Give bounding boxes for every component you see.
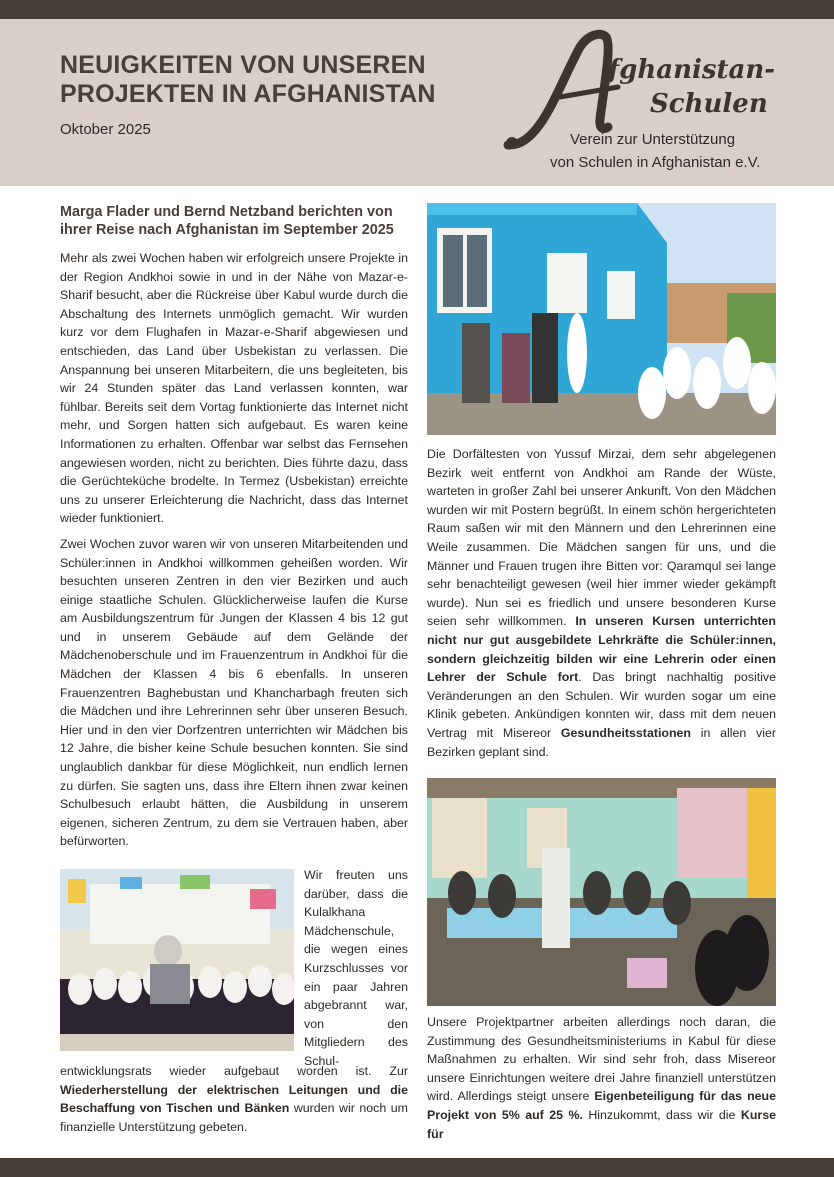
- meeting-room-photo: [427, 778, 776, 1006]
- top-band: [0, 0, 834, 19]
- logo-text-line2: Schulen: [650, 89, 768, 119]
- bottom-band: [0, 1158, 834, 1177]
- article-heading: Marga Flader und Bernd Netzband berichten von ihrer Reise nach Afghanistan im September 2025: [60, 204, 394, 238]
- left-column: [60, 249, 408, 858]
- float-paragraph: Wir freuten uns darüber, dass die Kulalkhana Mädchenschule, die wegen eines Kurzschlusses vor ein paar Jahren abgebrannt war, von den Mitgliedern des Schul-: [304, 868, 408, 1068]
- newsletter-title: NEUIGKEITEN VON UNSEREN PROJEKTEN IN AFGHANISTAN: [60, 51, 436, 108]
- paragraph: Unsere Projektpartner arbeiten allerdings noch daran, die Zustimmung des Gesundheitsministeriums in Kabul für diese Maßnahmen zu erhalten. Wir sind sehr froh, dass Misereor unsere Einrichtungen weitere drei Jahre finanziell unterstützen wird. Allerdings steigt unsere Eigenbeteiligung für das neue Projekt von 5% auf 25 %. Hinzukommt, dass wir die Kurse für: [427, 1015, 776, 1141]
- right-column-upper: [427, 445, 776, 768]
- school-building-photo: [427, 203, 776, 435]
- logo-text-line1: fghanistan-: [608, 55, 776, 85]
- paragraph: Die Dorfältesten von Yussuf Mirzai, dem sehr abgelegenen Bezirk weit entfernt von Andkhoi am Rande der Wüste, warteten in großer Zahl bei unserer Ankunft. Von den Mädchen wurden wir mit Postern begrüßt. In einem schön hergerichteten Raum saßen wir mit den Männern und den Lehrerinnen eine Weile zusammen. Die Mädchen sangen für uns, und die Männer und Frauen trugen ihre Bitten vor: Qaramqul sei lange sehr benachteiligt gewesen (weil hier immer wieder gekämpft wurde). Nun sei es friedlich und unsere besonderen Kurse seien sehr willkommen. In unseren Kursen unterrichten nicht nur gut ausgebildete Lehrkräfte die Schüler:innen, sondern gleichzeitig bilden wir eine Lehrerin oder einen Lehrer der Schule fort. Das bringt nachhaltig positive Veränderungen an den Schulen. Wir wurden sogar um eine Klinik gebeten. Ankündigen konnten wir, dass mit dem neuen Vertrag mit Misereor Gesundheitsstationen in allen vier Bezirken geplant sind.: [427, 447, 776, 759]
- paragraph-continued: entwicklungsrats wieder aufgebaut worden ist. Zur Wiederherstellung der elektrischen Leitungen und die Beschaffung von Tischen und Bänken wurden wir noch um finanzielle Unterstützung gebeten.: [60, 1064, 408, 1134]
- right-column-lower: [427, 1013, 776, 1150]
- paragraph: Zwei Wochen zuvor waren wir von unseren Mitarbeitenden und Schüler:innen in Andkhoi willkommen geheißen worden. Wir besuchten unseren Zentren in den vier Bezirken und auch einige staatliche Schulen. Glücklicherweise laufen die Kurse am Ausbildungszentrum für Jungen der Klassen 4 bis 12 gut und in unserem Gebäude auf dem Gelände der Mädchenoberschule und im Frauenzentrum in Andkhoi für die Mädchen der Klassen 4 bis 6 ebenfalls. In unseren Frauenzentren Baghebustan und Khancharbagh freuten sich die Mädchen und ihre Lehrerinnen sehr über unseren Besuch. Hier und in den vier Dorfzentren unterrichten wir Mädchen bis 12 Jahre, die bisher keine Schule besuchen konnten. Sie sind unglaublich dankbar für diese Möglichkeit, nun endlich lernen zu dürfen. Sie sagten uns, dass ihre Eltern ihnen zwar keinen Schulbesuch erlaubt hätten, die Ausbildung in unserem eigenen, sicheren Zentrum, zu dem sie Vertrauen haben, aber befürworten.: [60, 536, 408, 849]
- org-logo: [500, 27, 800, 187]
- logo-tagline-line1: Verein zur Unterstützung: [570, 131, 736, 148]
- logo-tagline-line2: von Schulen in Afghanistan e.V.: [550, 154, 761, 171]
- classroom-photo: [60, 869, 294, 1051]
- newsletter-header: [0, 19, 834, 186]
- newsletter-date: Oktober 2025: [60, 121, 151, 138]
- paragraph: Mehr als zwei Wochen haben wir erfolgreich unsere Projekte in der Region Andkhoi sowie in und in der Nähe von Mazar-e-Sharif besucht, aber die Rückreise über Kabul wurde durch die Abschaltung des Internets unmöglich gemacht. Wir wurden kurz vor dem Flughafen in Mazar-e-Sharif abgewiesen und entschieden, das Land über Usbekistan zu verlassen. Die Anspannung bei unseren Mitarbeitern, die uns begleiteten, bis wir 24 Stunden später das Land verlassen konnten, war fühlbar. Bereits seit dem Vortag funktionierte das Internet nicht mehr, und Sorgen hatten sich aufgebaut. Es waren keine Informationen zu erhalten. Offenbar war selbst das Fernsehen angewiesen worden, nicht zu berichten. Dies führte dazu, dass die Gerüchteküche brodelte. In Termez (Usbekistan) erreichte uns zu unserer Erleichterung die Nachricht, dass das Internet wieder funktioniert.: [60, 251, 408, 526]
